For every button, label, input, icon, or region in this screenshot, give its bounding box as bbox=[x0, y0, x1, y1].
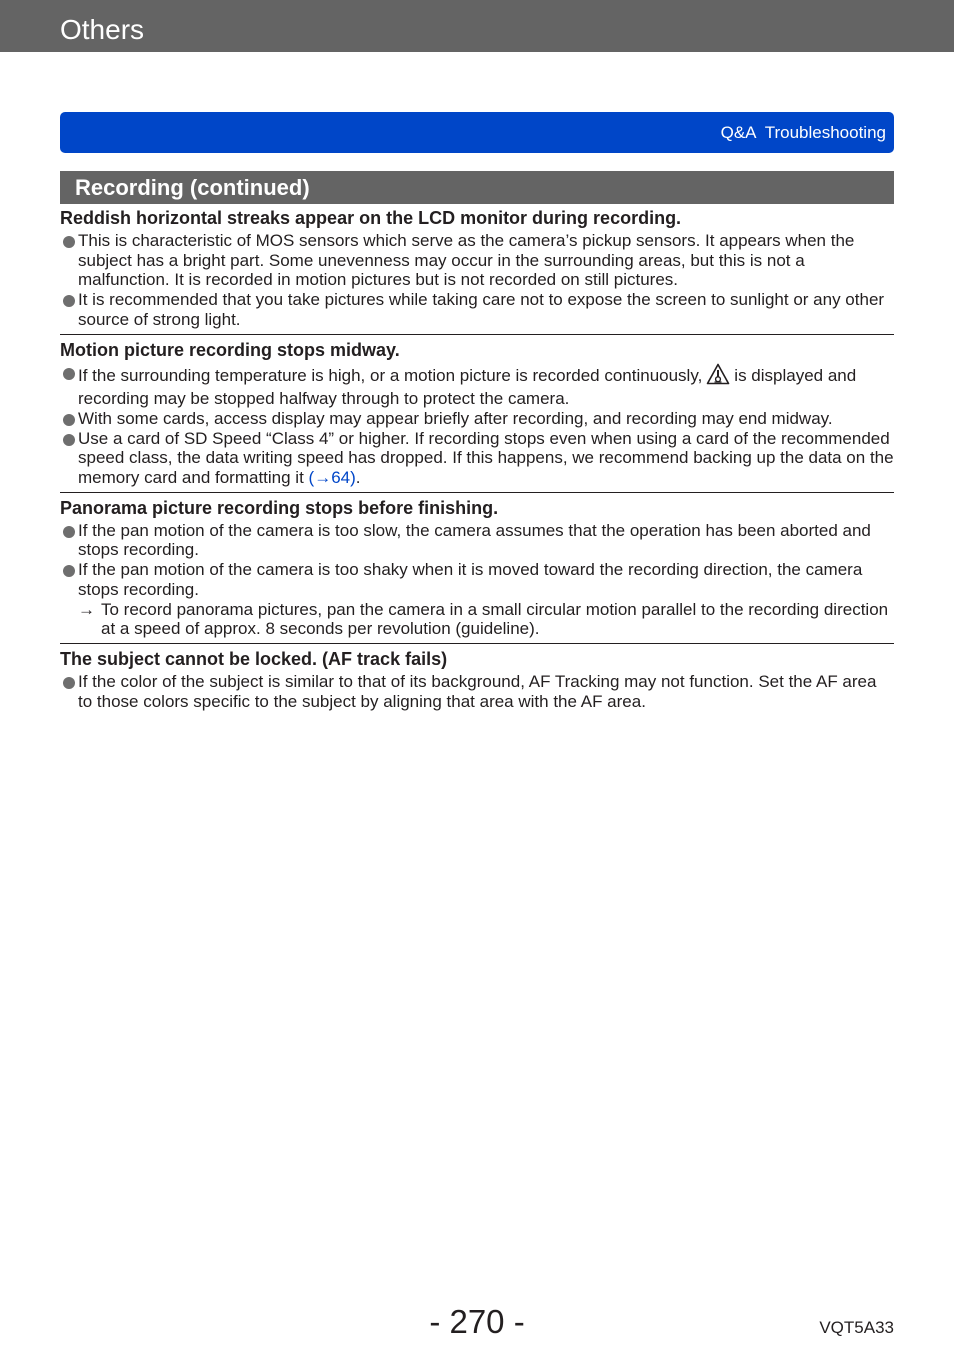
qa-troubleshooting-label: Q&A Troubleshooting bbox=[720, 123, 886, 142]
page-reference-link[interactable]: (→64) bbox=[308, 468, 356, 488]
qa-troubleshooting-bar bbox=[60, 112, 894, 153]
bullet-icon bbox=[63, 565, 75, 577]
bullet-icon bbox=[63, 414, 75, 426]
list-item-text: Use a card of SD Speed “Class 4” or higher. If recording stops even when using a card of the recommended speed class, the data writing speed has dropped. If this happens, we recommend backing up the data on the memory card and formatting it bbox=[78, 428, 894, 488]
list-item bbox=[60, 429, 894, 488]
qa-block-motion-picture-stops bbox=[60, 334, 894, 492]
list-item bbox=[60, 672, 894, 711]
list-item-text: With some cards, access display may appear briefly after recording, and recording may end midway. bbox=[78, 408, 833, 428]
model-number: VQT5A33 bbox=[819, 1318, 894, 1337]
bullet-icon bbox=[63, 368, 75, 380]
list-item-text: If the color of the subject is similar to that of its background, AF Tracking may not function. Set the AF area to those colors specific to the subject by aligning that area with the AF area. bbox=[78, 671, 877, 711]
page-number: - 270 - bbox=[429, 1303, 525, 1340]
qa-heading: The subject cannot be locked. (AF track fails) bbox=[60, 648, 448, 669]
list-item bbox=[60, 521, 894, 560]
qa-heading: Reddish horizontal streaks appear on the LCD monitor during recording. bbox=[60, 208, 682, 228]
list-item bbox=[60, 290, 894, 329]
list-item bbox=[60, 409, 894, 429]
bullet-icon bbox=[63, 236, 75, 248]
list-item-text: This is characteristic of MOS sensors which serve as the camera’s pickup sensors. It appears when the subject has a bright part. Some unevenness may occur in the surrounding areas, but this is not a malfunction. It is recorded in motion pictures but is not recorded on still pictures. bbox=[78, 231, 855, 290]
bullet-icon bbox=[63, 295, 75, 307]
qa-heading: Panorama picture recording stops before finishing. bbox=[60, 497, 499, 518]
qa-content bbox=[60, 207, 894, 715]
qa-block-af-track-fails bbox=[60, 643, 894, 715]
sub-list-item-text: To record panorama pictures, pan the camera in a small circular motion parallel to the recording direction at a speed of approx. 8 seconds per revolution (guideline). bbox=[101, 599, 889, 639]
list-item-text: It is recommended that you take pictures while taking care not to expose the screen to sunlight or any other source of strong light. bbox=[78, 290, 885, 329]
list-item bbox=[60, 560, 894, 599]
list-item-text: If the pan motion of the camera is too slow, the camera assumes that the operation has been aborted and stops recording. bbox=[78, 520, 871, 560]
qa-block-panorama-stops bbox=[60, 492, 894, 643]
section-header bbox=[60, 171, 894, 204]
list-item-text: If the surrounding temperature is high, or a motion picture is recorded continuously, bbox=[78, 365, 703, 385]
qa-block-reddish-streaks bbox=[60, 207, 894, 334]
bullet-icon bbox=[63, 526, 75, 538]
list-item-text: If the pan motion of the camera is too shaky when it is moved toward the recording direction, the camera stops recording. bbox=[78, 560, 863, 599]
bullet-icon bbox=[63, 434, 75, 446]
page-category-title: Others bbox=[60, 14, 145, 45]
sub-list-item bbox=[60, 600, 894, 639]
list-item-text: is displayed and recording may be stopped halfway through to protect the camera. bbox=[78, 365, 857, 409]
section-title: Recording (continued) bbox=[75, 175, 310, 200]
arrow-right-icon: → bbox=[78, 599, 95, 619]
bullet-icon bbox=[63, 677, 75, 689]
top-bar bbox=[0, 0, 954, 52]
list-item bbox=[60, 231, 894, 290]
list-item-text: . bbox=[355, 468, 361, 488]
temperature-warning-icon bbox=[706, 363, 730, 390]
qa-heading: Motion picture recording stops midway. bbox=[60, 339, 400, 360]
list-item bbox=[60, 363, 894, 409]
